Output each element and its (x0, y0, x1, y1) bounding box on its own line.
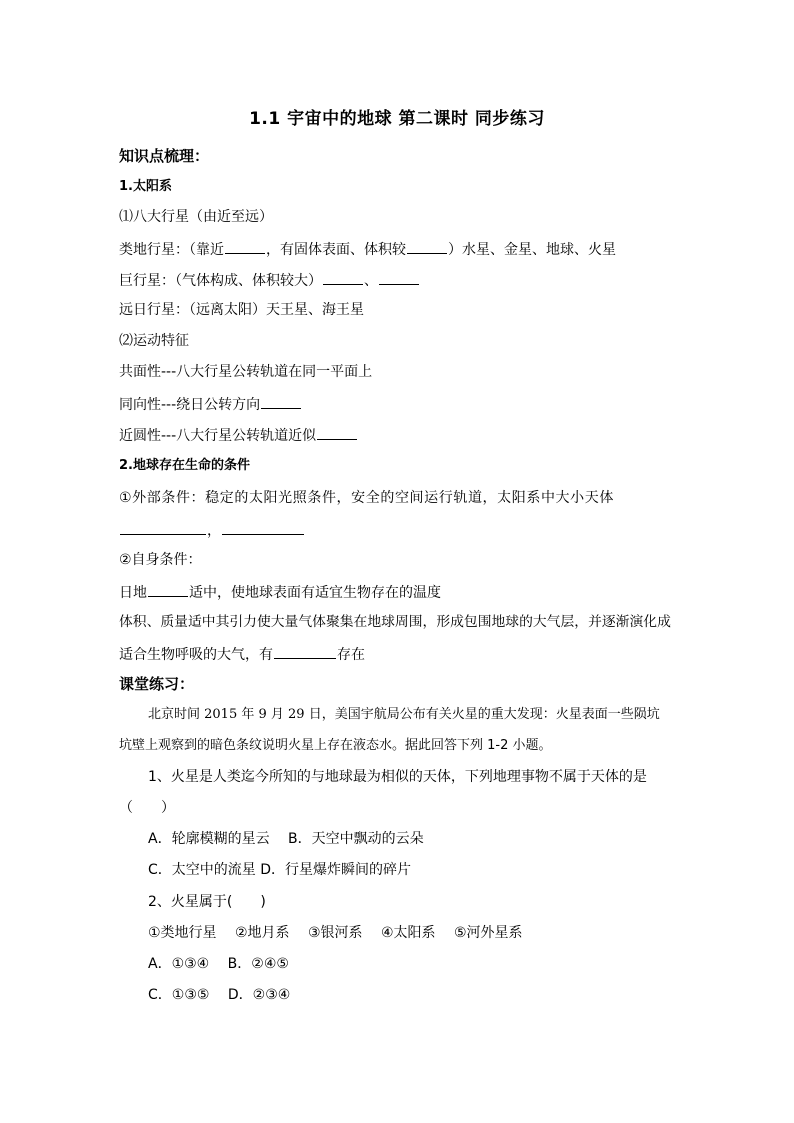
question-1-options-ab: A．轮廓模糊的星云 B．天空中飘动的云朵 (148, 831, 424, 847)
volume-mass-line: 体积、质量适中其引力使大量气体聚集在地球周围，形成包围地球的大气层，并逐渐演化成 (119, 614, 671, 630)
document-title: 1.1 宇宙中的地球 第二课时 同步练习 (249, 109, 545, 129)
near-circularity-line (119, 424, 358, 446)
fill-blank[interactable] (407, 238, 447, 254)
atmosphere-text-a: 适合生物呼吸的大气，有 (119, 647, 273, 663)
knowledge-heading: 知识点梳理： (119, 147, 210, 165)
giant-planets-line (119, 269, 420, 291)
terrestrial-text-b: ，有固体表面、体积较 (266, 242, 406, 258)
external-separator: ， (207, 523, 221, 539)
fill-blank[interactable] (274, 643, 336, 659)
terrestrial-text-c: ）水星、金星、地球、火星 (448, 242, 616, 258)
giant-text: 巨行星：（气体构成、体积较大） (119, 273, 322, 289)
section-1-sub1: ⑴八大行星（由近至远） (119, 209, 273, 225)
fill-blank[interactable] (225, 238, 265, 254)
question-2-options-cd: C．①③⑤ D．②③④ (148, 987, 291, 1003)
distance-text-a: 日地 (119, 585, 147, 601)
section-1-sub2: ⑵运动特征 (119, 333, 189, 349)
giant-separator: 、 (364, 273, 378, 289)
near-circularity-text: 近圆性---八大行星公转轨道近似 (119, 428, 317, 444)
fill-blank[interactable] (323, 269, 363, 285)
atmosphere-text-b: 存在 (337, 647, 365, 663)
practice-intro-line-1: 北京时间 2015 年 9 月 29 日，美国宇航局公布有关火星的重大发现：火星表面一些陨坑 (148, 707, 660, 722)
question-2-items: ①类地行星 ②地月系 ③银河系 ④太阳系 ⑤河外星系 (148, 925, 523, 941)
distance-text-b: 适中，使地球表面有适宜生物存在的温度 (189, 585, 441, 601)
self-conditions-title: ②自身条件： (119, 552, 202, 568)
fill-blank[interactable] (148, 581, 188, 597)
external-conditions-blanks (119, 519, 305, 541)
question-1-options-cd: C．太空中的流星 D．行星爆炸瞬间的碎片 (148, 862, 412, 878)
sun-earth-distance-line (119, 581, 441, 603)
question-1-paren: （ ） (119, 800, 175, 816)
terrestrial-text-a: 类地行星：（靠近 (119, 242, 224, 258)
same-direction-line (119, 393, 302, 415)
practice-intro-line-2: 坑壁上观察到的暗色条纹说明火星上存在液态水。据此回答下列 1-2 小题。 (119, 738, 552, 753)
atmosphere-water-line (119, 643, 365, 665)
same-direction-text: 同向性---绕日公转方向 (119, 397, 261, 413)
question-1-text: 1、火星是人类迄今所知的与地球最为相似的天体，下列地理事物不属于天体的是 (148, 769, 647, 785)
question-2-text: 2、火星属于( ) (148, 894, 266, 910)
distant-planets-line: 远日行星：（远离太阳）天王星、海王星 (119, 302, 364, 318)
fill-blank[interactable] (379, 269, 419, 285)
terrestrial-planets-line (119, 238, 616, 260)
section-1-title: 1.太阳系 (119, 179, 172, 194)
fill-blank[interactable] (120, 519, 206, 535)
external-conditions-line: ①外部条件：稳定的太阳光照条件，安全的空间运行轨道，太阳系中大小天体 (119, 490, 614, 506)
coplanarity-line: 共面性---八大行星公转轨道在同一平面上 (119, 364, 373, 380)
fill-blank[interactable] (317, 424, 357, 440)
section-2-title: 2.地球存在生命的条件 (119, 458, 250, 473)
fill-blank[interactable] (222, 519, 304, 535)
fill-blank[interactable] (261, 393, 301, 409)
question-2-options-ab: A．①③④ B．②④⑤ (148, 956, 289, 972)
practice-heading: 课堂练习： (119, 675, 195, 693)
